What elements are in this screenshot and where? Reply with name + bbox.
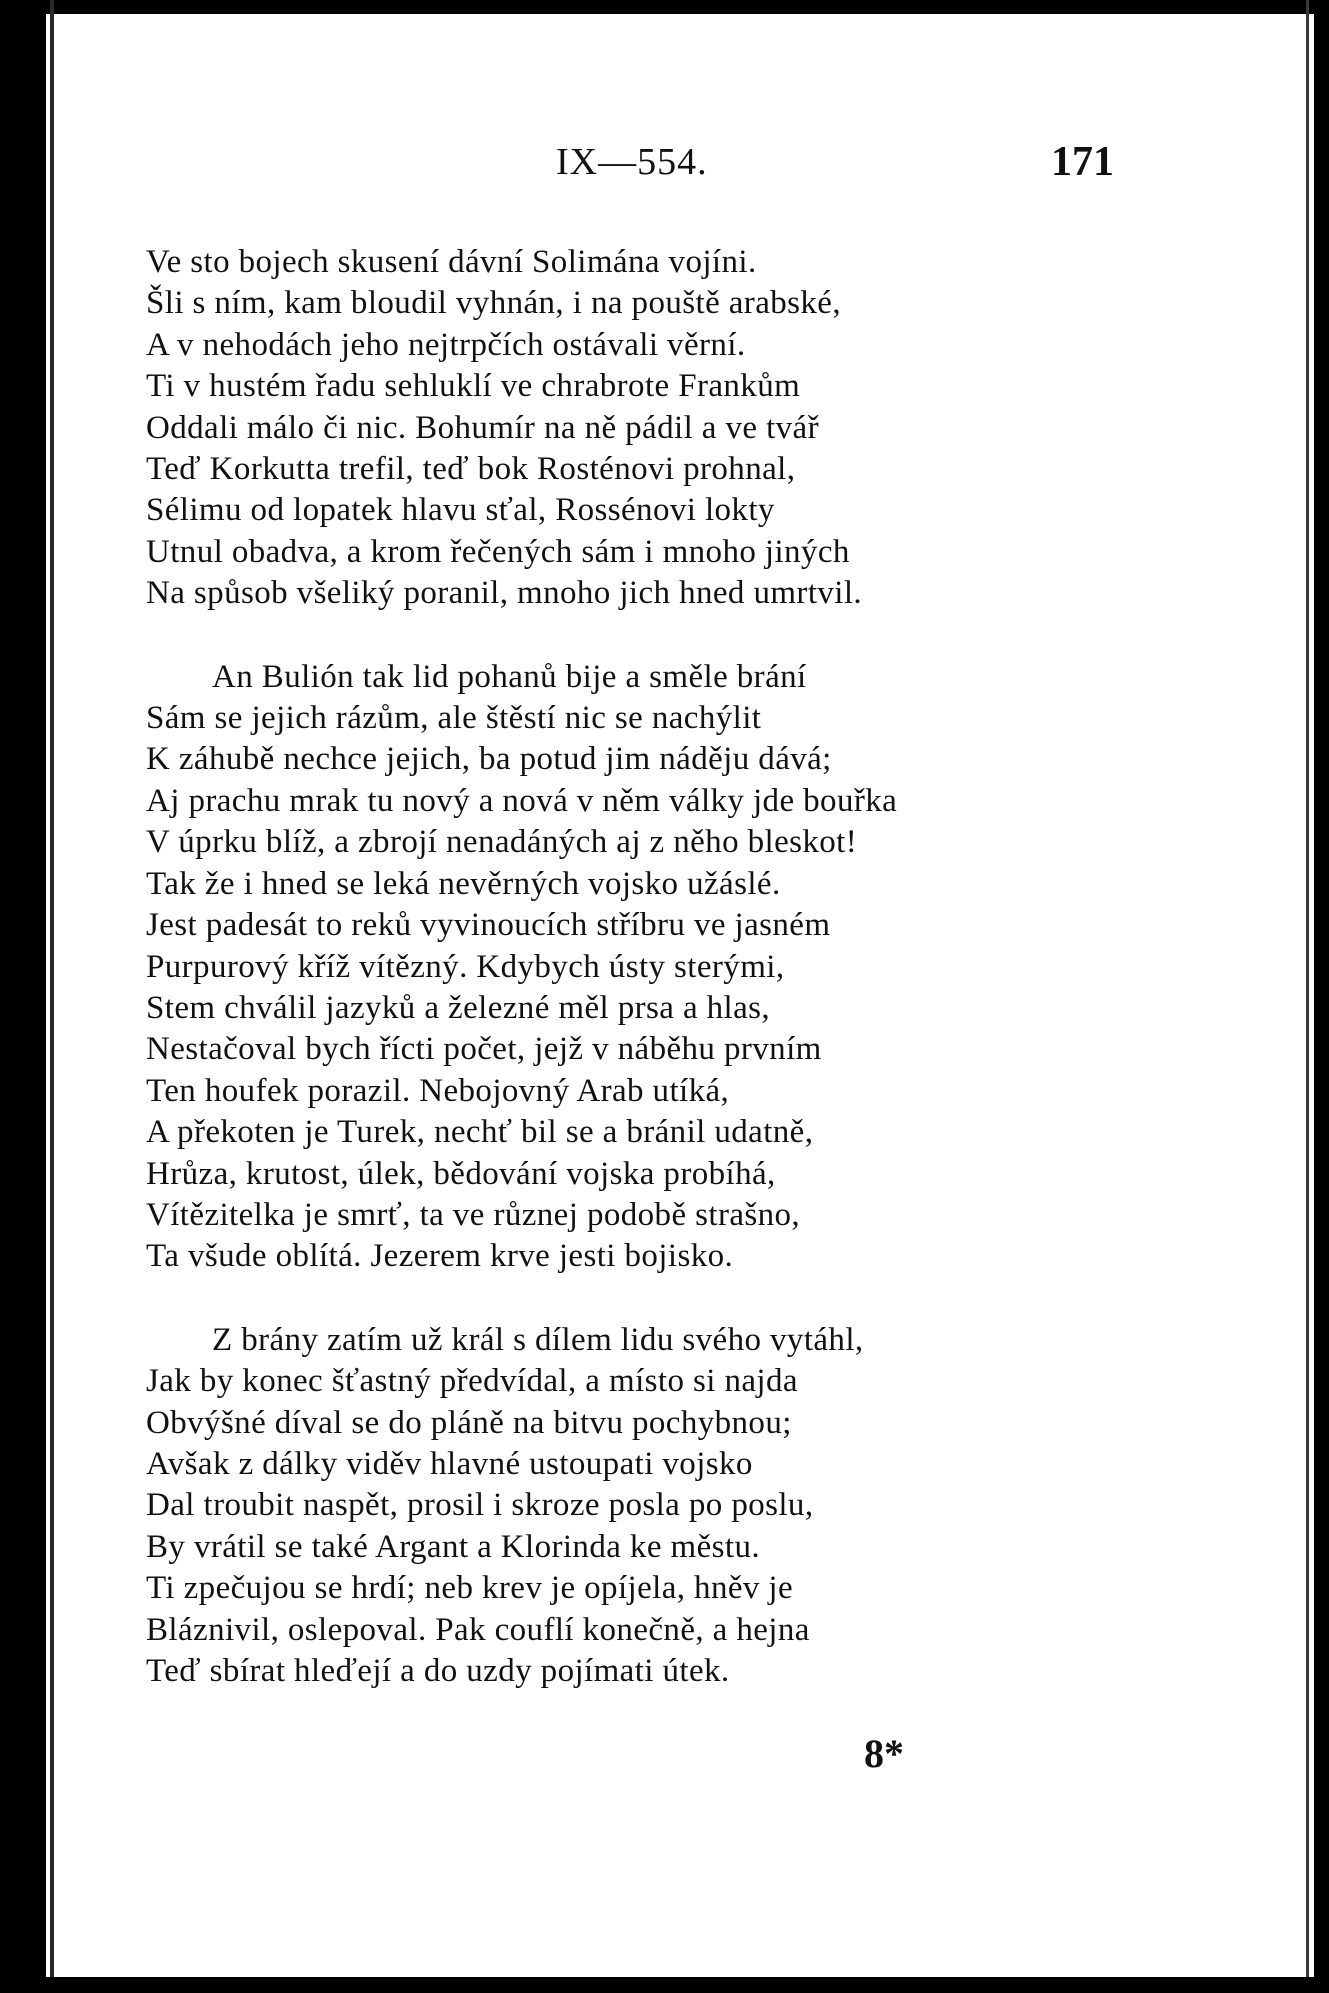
verse-line: Jak by konec šťastný předvídal, a místo si najda [146, 1363, 798, 1400]
page-number: 171 [1051, 139, 1114, 185]
verse-line: K záhubě nechce jejich, ba potud jim náděju dává; [146, 741, 832, 778]
verse-line: Obvýšné díval se do pláně na bitvu pochybnou; [146, 1404, 792, 1441]
verse-line: Hrůza, krutost, úlek, bědování vojska probíhá, [146, 1155, 776, 1192]
verse-line: Z brány zatím už král s dílem lidu svého vytáhl, [212, 1321, 864, 1358]
verse-line: Avšak z dálky viděv hlavné ustoupati vojsko [146, 1445, 753, 1482]
signature-mark: 8* [864, 1731, 904, 1776]
verse-line: Ti zpečujou se hrdí; neb krev je opíjela, hněv je [146, 1570, 794, 1607]
scan-left-border [0, 0, 46, 1993]
stanza-1 [146, 242, 1136, 615]
verse-line: Ten houfek porazil. Nebojovný Arab utíká, [146, 1072, 730, 1109]
verse-line: Ti v hustém řadu sehluklí ve chrabrote Frankům [146, 368, 801, 405]
verse-line: Bláznivil, oslepoval. Pak couflí konečně, a hejna [146, 1611, 810, 1648]
verse-line: Sélimu od lopatek hlavu sťal, Rossénovi lokty [146, 492, 775, 529]
verse-line: Dal troubit naspět, prosil i skroze posla po poslu, [146, 1487, 814, 1524]
verse-line: A v nehodách jeho nejtrpčích ostávali věrní. [146, 326, 746, 363]
verse-line: Ta všude oblítá. Jezerem krve jesti bojisko. [146, 1238, 734, 1275]
verse-line: Nestačoval bych řícti počet, jejž v náběhu prvním [146, 1031, 822, 1068]
stanza-2 [146, 657, 1136, 1278]
page-left-edge [50, 0, 54, 1993]
scan-top-border [0, 0, 1329, 14]
verse-line: Oddali málo či nic. Bohumír na ně pádil a ve tvář [146, 409, 819, 446]
verse-line: An Bulión tak lid pohanů bije a směle brání [212, 658, 807, 695]
verse-line: By vrátil se také Argant a Klorinda ke městu. [146, 1528, 760, 1565]
verse-line: Utnul obadva, a krom řečených sám i mnoho jiných [146, 533, 850, 570]
verse-line: Jest padesát to reků vyvinoucích stříbru ve jasném [146, 907, 831, 944]
scan-bottom-border [0, 1977, 1329, 1993]
scan-right-border [1314, 0, 1329, 1993]
page-header [146, 140, 1136, 190]
verse-line: Purpurový kříž vítězný. Kdybych ústy sterými, [146, 948, 785, 985]
verse-line: Aj prachu mrak tu nový a nová v něm války jde bouřka [146, 782, 898, 819]
verse-line: Stem chválil jazyků a železné měl prsa a hlas, [146, 989, 771, 1026]
verse-line: Teď sbírat hleďejí a do uzdy pojímati útek. [146, 1653, 730, 1689]
stanza-3 [146, 1320, 1136, 1693]
verse-line: Šli s ním, kam bloudil vyhnán, i na pouště arabské, [146, 285, 841, 322]
verse-line: Vítězitelka je smrť, ta ve různej podobě strašno, [146, 1196, 801, 1233]
page-right-edge [1306, 0, 1309, 1993]
running-head: IX—554. [556, 141, 708, 183]
verse-line: Sám se jejich rázům, ale štěstí nic se nachýlit [146, 700, 762, 737]
verse-line: V úprku blíž, a zbrojí nenadáných aj z něho bleskot! [146, 824, 858, 861]
verse-line: Tak že i hned se leká nevěrných vojsko užáslé. [146, 865, 781, 902]
verse-line: Ve sto bojech skusení dávní Solimána vojíni. [146, 244, 757, 280]
verse-line: Teď Korkutta trefil, teď bok Rosténovi prohnal, [146, 451, 796, 488]
verse-line: Na spůsob všeliký poranil, mnoho jich hned umrtvil. [146, 575, 863, 612]
book-page [146, 139, 1136, 1776]
verse-line: A překoten je Turek, nechť bil se a bránil udatně, [146, 1114, 814, 1151]
